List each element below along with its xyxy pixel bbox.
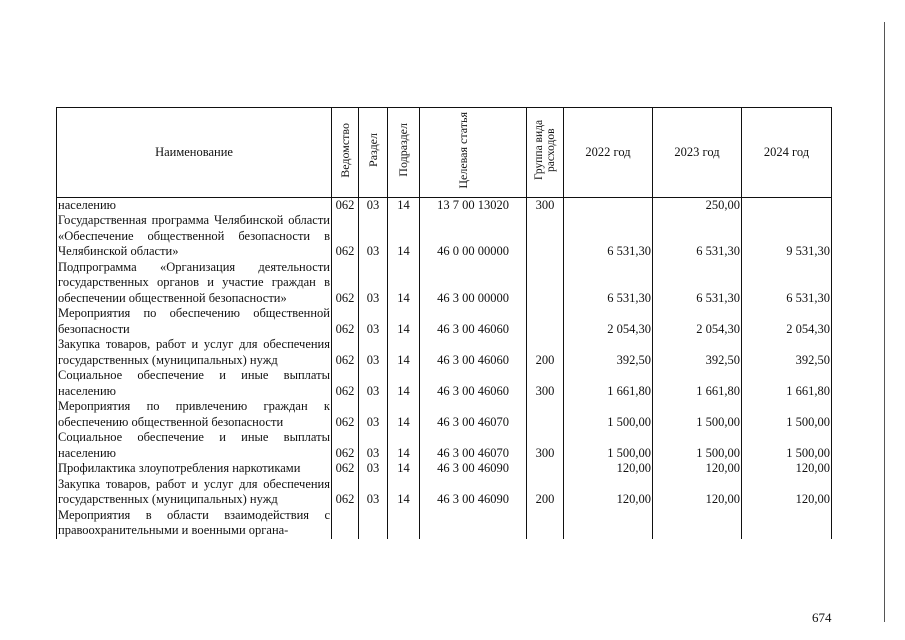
cell-2024: 120,00 xyxy=(742,477,832,508)
cell-2023 xyxy=(653,508,742,539)
header-name xyxy=(57,108,332,198)
cell-cel: 46 3 00 46060 xyxy=(420,306,527,337)
cell-grp: 300 xyxy=(527,368,564,399)
cell-2023: 120,00 xyxy=(653,461,742,477)
cell-ved: 062 xyxy=(332,213,359,260)
header-2024 xyxy=(742,108,832,198)
cell-2024: 1 661,80 xyxy=(742,368,832,399)
cell-ved: 062 xyxy=(332,430,359,461)
cell-2024: 6 531,30 xyxy=(742,260,832,307)
table-row xyxy=(57,337,832,368)
cell-cel: 46 3 00 46070 xyxy=(420,399,527,430)
table-row xyxy=(57,213,832,260)
cell-grp xyxy=(527,399,564,430)
cell-razd: 03 xyxy=(359,213,388,260)
cell-ved: 062 xyxy=(332,306,359,337)
cell-ved xyxy=(332,508,359,539)
cell-grp: 300 xyxy=(527,430,564,461)
cell-ved: 062 xyxy=(332,368,359,399)
table-body xyxy=(57,197,832,539)
cell-name: населению xyxy=(57,197,332,213)
header-2024-label: 2024 год xyxy=(763,144,810,159)
cell-2023: 1 500,00 xyxy=(653,399,742,430)
cell-razd: 03 xyxy=(359,399,388,430)
cell-razd xyxy=(359,508,388,539)
cell-cel: 46 3 00 46060 xyxy=(420,368,527,399)
cell-name: Закупка товаров, работ и услуг для обеспечения государственных (муниципальных) нужд xyxy=(58,337,330,367)
cell-cel: 46 3 00 46090 xyxy=(420,461,527,477)
header-name-label: Наименование xyxy=(155,144,233,159)
cell-2023: 250,00 xyxy=(653,197,742,213)
cell-razd: 03 xyxy=(359,260,388,307)
cell-2024: 1 500,00 xyxy=(742,399,832,430)
cell-podr: 14 xyxy=(388,368,420,399)
cell-cel: 13 7 00 13020 xyxy=(420,197,527,213)
cell-2024: 120,00 xyxy=(742,461,832,477)
cell-2024: 9 531,30 xyxy=(742,213,832,260)
cell-grp xyxy=(527,260,564,307)
cell-ved: 062 xyxy=(332,260,359,307)
cell-ved: 062 xyxy=(332,337,359,368)
cell-2022: 392,50 xyxy=(564,337,653,368)
cell-2022: 1 500,00 xyxy=(564,430,653,461)
cell-name: Социальное обеспечение и иные выплаты населению xyxy=(58,368,330,398)
header-2022 xyxy=(564,108,653,198)
table-row xyxy=(57,477,832,508)
cell-cel: 46 0 00 00000 xyxy=(420,213,527,260)
cell-razd: 03 xyxy=(359,368,388,399)
cell-cel: 46 3 00 00000 xyxy=(420,260,527,307)
cell-2022: 2 054,30 xyxy=(564,306,653,337)
cell-razd: 03 xyxy=(359,197,388,213)
cell-ved: 062 xyxy=(332,477,359,508)
cell-razd: 03 xyxy=(359,477,388,508)
cell-2022: 6 531,30 xyxy=(564,213,653,260)
cell-ved: 062 xyxy=(332,399,359,430)
cell-grp: 300 xyxy=(527,197,564,213)
cell-grp: 200 xyxy=(527,477,564,508)
page-number: 674 xyxy=(812,610,832,625)
table-row xyxy=(57,430,832,461)
header-razdel xyxy=(359,108,388,198)
cell-2024: 2 054,30 xyxy=(742,306,832,337)
header-vedomstvo-label: Ведомство xyxy=(337,122,352,178)
cell-name: Подпрограмма «Организация деятельности государственных органов и участие граждан в обеспечении общественной безопасности» xyxy=(58,259,330,305)
cell-2022: 6 531,30 xyxy=(564,260,653,307)
header-2023-label: 2023 год xyxy=(674,144,720,159)
cell-2024: 1 500,00 xyxy=(742,430,832,461)
cell-grp xyxy=(527,306,564,337)
cell-2023: 1 500,00 xyxy=(653,430,742,461)
cell-2022 xyxy=(564,508,653,539)
cell-ved: 062 xyxy=(332,197,359,213)
budget-table xyxy=(56,107,832,539)
header-razdel-label: Раздел xyxy=(365,133,380,167)
cell-name: Мероприятия по обеспечению общественной безопасности xyxy=(58,306,330,336)
table-row xyxy=(57,508,832,539)
table-row xyxy=(57,306,832,337)
table-row xyxy=(57,461,832,477)
cell-podr: 14 xyxy=(388,399,420,430)
cell-razd: 03 xyxy=(359,306,388,337)
cell-name: Мероприятия в области взаимодействия с правоохранительными и военными органа- xyxy=(58,507,330,537)
table-header-row xyxy=(57,108,832,198)
cell-2024 xyxy=(742,508,832,539)
header-celevaya-statya-label: Целевая статья xyxy=(456,111,470,189)
cell-grp xyxy=(527,461,564,477)
header-2022-label: 2022 год xyxy=(585,144,631,159)
cell-2024: 392,50 xyxy=(742,337,832,368)
cell-podr: 14 xyxy=(388,477,420,508)
header-podrazdel-label: Подраздел xyxy=(396,123,410,177)
table-row xyxy=(57,260,832,307)
cell-cel: 46 3 00 46060 xyxy=(420,337,527,368)
cell-grp xyxy=(527,508,564,539)
header-podrazdel xyxy=(388,108,420,198)
cell-name: Мероприятия по привлечению граждан к обеспечению общественной безопасности xyxy=(58,399,330,429)
table-row xyxy=(57,368,832,399)
cell-name: Государственная программа Челябинской области «Обеспечение общественной безопасности в Челябинской области» xyxy=(58,213,330,258)
cell-cel: 46 3 00 46090 xyxy=(420,477,527,508)
cell-podr: 14 xyxy=(388,337,420,368)
cell-podr: 14 xyxy=(388,306,420,337)
cell-razd: 03 xyxy=(359,337,388,368)
header-vedomstvo xyxy=(332,108,359,198)
table-row xyxy=(57,197,832,213)
cell-2022: 120,00 xyxy=(564,461,653,477)
cell-name: Профилактика злоупотребления наркотиками xyxy=(57,461,332,477)
cell-cel: 46 3 00 46070 xyxy=(420,430,527,461)
cell-2023: 392,50 xyxy=(653,337,742,368)
cell-2022: 120,00 xyxy=(564,477,653,508)
cell-ved: 062 xyxy=(332,461,359,477)
page-edge-line xyxy=(884,22,885,622)
cell-razd: 03 xyxy=(359,461,388,477)
header-celevaya-statya xyxy=(420,108,527,198)
cell-podr xyxy=(388,508,420,539)
cell-2023: 2 054,30 xyxy=(653,306,742,337)
cell-razd: 03 xyxy=(359,430,388,461)
cell-2023: 6 531,30 xyxy=(653,260,742,307)
cell-podr: 14 xyxy=(388,260,420,307)
cell-2023: 1 661,80 xyxy=(653,368,742,399)
header-2023 xyxy=(653,108,742,198)
cell-2022 xyxy=(564,197,653,213)
cell-name: Социальное обеспечение и иные выплаты населению xyxy=(58,430,330,460)
cell-grp: 200 xyxy=(527,337,564,368)
cell-2022: 1 500,00 xyxy=(564,399,653,430)
cell-cel xyxy=(420,508,527,539)
table-row xyxy=(57,399,832,430)
cell-podr: 14 xyxy=(388,197,420,213)
cell-2023: 120,00 xyxy=(653,477,742,508)
cell-2024 xyxy=(742,197,832,213)
cell-podr: 14 xyxy=(388,213,420,260)
cell-2023: 6 531,30 xyxy=(653,213,742,260)
cell-podr: 14 xyxy=(388,461,420,477)
header-gruppa-label: Группа вида расходов xyxy=(533,119,557,181)
cell-podr: 14 xyxy=(388,430,420,461)
cell-2022: 1 661,80 xyxy=(564,368,653,399)
header-gruppa-vida-rashodov xyxy=(527,108,564,198)
cell-name: Закупка товаров, работ и услуг для обеспечения государственных (муниципальных) нужд xyxy=(58,476,330,506)
cell-grp xyxy=(527,213,564,260)
